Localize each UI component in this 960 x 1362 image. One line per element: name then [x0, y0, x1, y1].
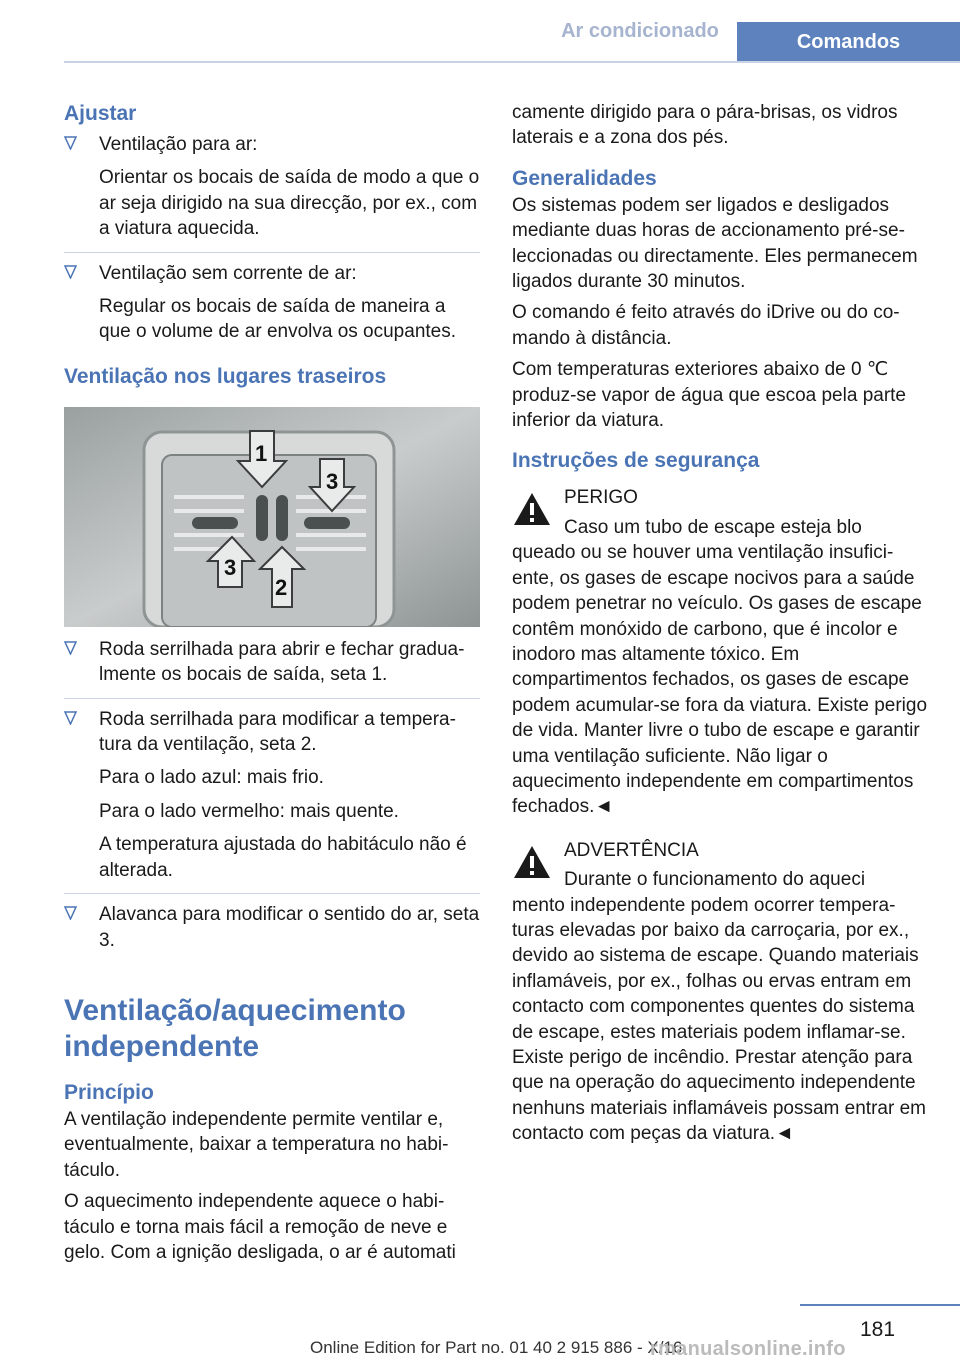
arrow-label: 3 — [326, 468, 339, 494]
rear-vent-figure — [64, 407, 480, 627]
list-item-text: Alavanca para modificar o sentido do ar, seta 3. — [99, 904, 480, 951]
list-item-sub: A temperatura ajustada do habitáculo não é alterada. — [99, 834, 467, 881]
paragraph: camente dirigido para o pára-brisas, os vidros laterais e a zona dos pés. — [512, 102, 898, 149]
section-tab: Ar condicionado — [561, 20, 719, 42]
warning-text-first: Durante o funcionamento do aqueci — [564, 869, 866, 891]
arrow-label: 2 — [275, 574, 288, 600]
triangle-bullet-icon — [64, 136, 77, 150]
paragraph: Com temperaturas exteriores abaixo de 0 ℃ produz-se vapor de água que escoa pela parte inferior da viatura. — [512, 359, 906, 432]
list-divider — [64, 698, 480, 699]
warning-text: mento independente podem ocorrer temperaturas elevadas por baixo da carroçaria, por ex., devido ao sistema de escape. Quando materiais inflamáveis, por ex., folhas ou ervas entram em contacto com componentes quentes do sistema de escape, estes materiais podem inflamar-se. Existe perigo de incêndio. Prestar atenção para que na operação do aquecimento independente nenhuns materiais inflamáveis possam entrar em contacto com peças da viatura.◄ — [512, 894, 926, 1145]
list-item-text: Roda serrilhada para modificar a temperatura da ventilação, seta 2. — [99, 708, 456, 756]
triangle-bullet-icon — [64, 906, 77, 920]
list-item-detail: Regular os bocais de saída de maneira a que o volume de ar envolva os ocupantes. — [99, 296, 457, 343]
list-item-label: Ventilação sem corrente de ar: — [99, 262, 357, 284]
danger-title: PERIGO — [564, 487, 638, 509]
paragraph: A ventilação independente permite ventilar e, eventualmente, baixar a temperatura no habitáculo. — [64, 1108, 449, 1181]
footer-rule — [800, 1304, 960, 1306]
list-divider — [64, 252, 480, 253]
warning-triangle-icon — [512, 844, 552, 880]
danger-text-first: Caso um tubo de escape esteja blo — [564, 516, 862, 538]
danger-notice — [512, 485, 928, 819]
page-number: 181 — [860, 1318, 896, 1341]
left-column — [64, 100, 480, 1265]
header-rule — [64, 61, 960, 63]
arrow-label: 1 — [255, 440, 268, 466]
warning-triangle-icon — [512, 491, 552, 527]
warning-title: ADVERTÊNCIA — [564, 839, 699, 861]
right-column — [512, 100, 928, 1147]
paragraph: Os sistemas podem ser ligados e desligados mediante duas horas de accionamento pré-seleccionadas ou directamente. Eles permanecem ligados durante 30 minutos. — [512, 194, 918, 293]
list-item — [64, 707, 480, 883]
principle-heading: Princípio — [64, 1080, 154, 1104]
list-item-sub: Para o lado azul: mais frio. — [99, 767, 324, 789]
list-item-detail: Orientar os bocais de saída de modo a que o ar seja dirigido na sua direcção, por ex., com a viatura aquecida. — [99, 167, 480, 240]
arrow-label: 3 — [224, 554, 237, 580]
triangle-bullet-icon — [64, 641, 77, 655]
list-item-sub: Para o lado vermelho: mais quente. — [99, 800, 399, 822]
paragraph: O aquecimento independente aquece o habitáculo e torna mais fácil a remoção de neve e gelo. Com a ignição desligada, o ar é automati — [64, 1191, 456, 1263]
list-item — [64, 902, 480, 953]
ajustar-heading: Ajustar — [64, 102, 137, 125]
list-item-text: Roda serrilhada para abrir e fechar gradualmente os bocais de saída, seta 1. — [99, 638, 465, 686]
triangle-bullet-icon — [64, 265, 77, 279]
danger-text: queado ou se houver uma ventilação insuficiente, os gases de escape nocivos para a saúde podem penetrar no veículo. Os gases de escape contêm monóxido de carbono, que é incolor e inodoro mas altamente tóxico. Em compartimentos fechados, os gases de escape podem acumular-se fora da viatura. Existe perigo de vida. Manter livre o tubo de escape e garantir uma ventilação suficiente. Não ligar o aquecimento independente em compartimentos fechados.◄ — [512, 542, 928, 818]
warning-notice — [512, 838, 928, 1147]
chapter-title: Ventilação/aquecimento independente — [64, 993, 406, 1063]
rear-vent-heading: Ventilação nos lugares traseiros — [64, 364, 387, 388]
list-item — [64, 637, 480, 688]
safety-heading: Instruções de segurança — [512, 449, 760, 473]
paragraph: O comando é feito através do iDrive ou do comando à distância. — [512, 302, 900, 349]
page-header — [0, 0, 960, 62]
general-heading: Generalidades — [512, 166, 657, 190]
list-divider — [64, 893, 480, 894]
watermark: rmanualsonline.info — [650, 1338, 846, 1360]
edition-note: Online Edition for Part no. 01 40 2 915 886 - X/16 — [310, 1338, 683, 1357]
list-item-label: Ventilação para ar: — [99, 134, 258, 155]
list-item — [64, 132, 480, 242]
chapter-tab: Comandos — [737, 22, 960, 62]
list-item — [64, 261, 480, 345]
triangle-bullet-icon — [64, 711, 77, 725]
